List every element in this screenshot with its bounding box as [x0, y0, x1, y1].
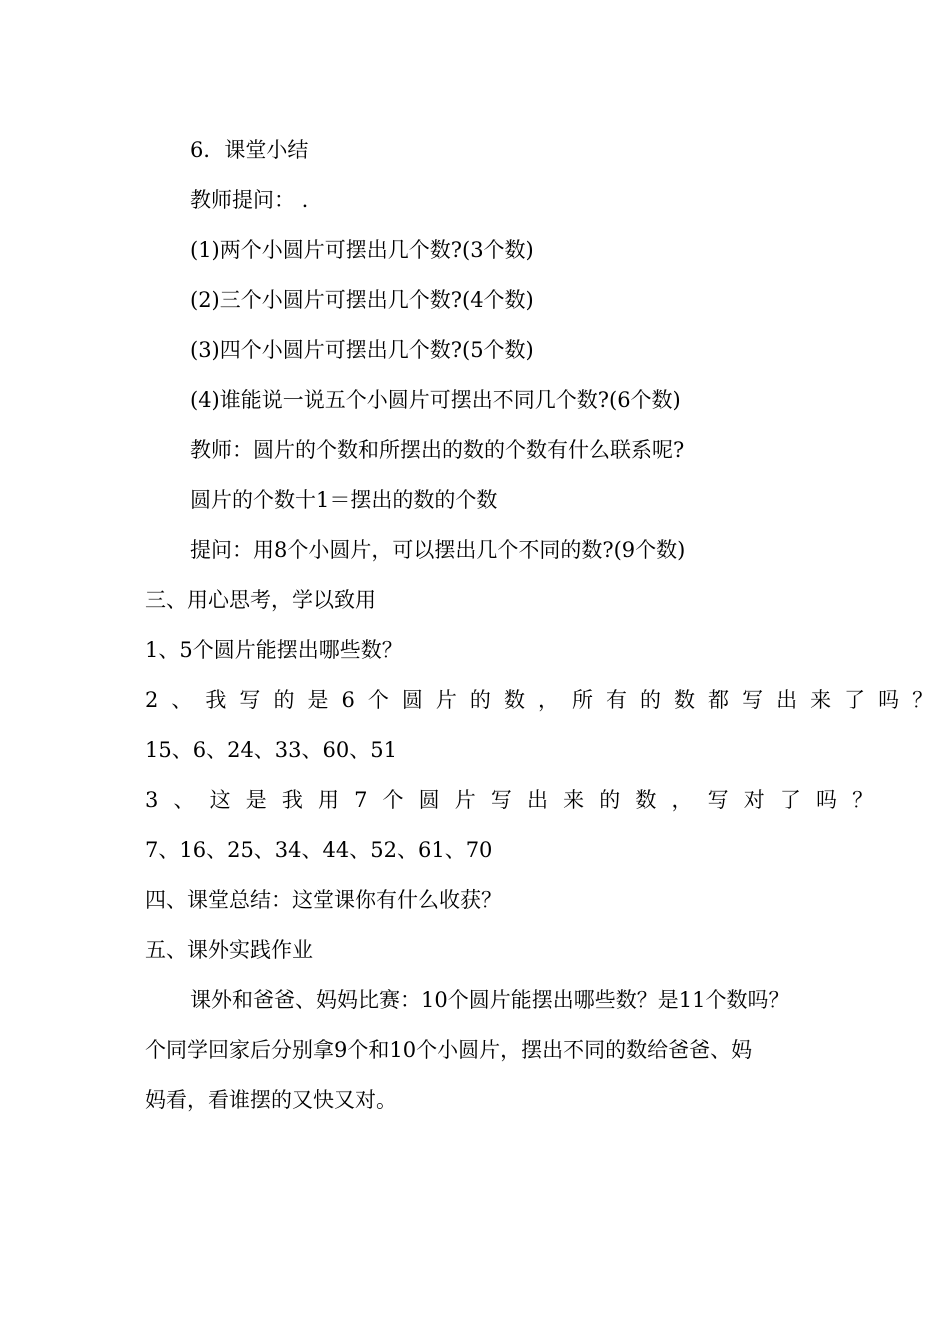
section-heading-summary: 6．课堂小结 [190, 138, 309, 162]
section-heading-three: 三、用心思考，学以致用 [145, 588, 376, 612]
homework-paragraph-line-3: 妈看，看谁摆的又快又对。 [145, 1088, 397, 1112]
question-item-1: (1)两个小圆片可摆出几个数?(3个数) [190, 238, 534, 262]
exercise-2: 2、我写的是6个圆片的数，所有的数都写出来了吗？ [145, 688, 947, 712]
exercise-3: 3、这是我用7个圆片写出来的数，写对了吗？ [145, 788, 889, 812]
homework-paragraph-line-2: 个同学回家后分别拿9个和10个小圆片，摆出不同的数给爸爸、妈 [145, 1038, 753, 1062]
homework-paragraph-line-1: 课外和爸爸、妈妈比赛：10个圆片能摆出哪些数？是11个数吗？ [190, 988, 790, 1012]
follow-up-question: 提问：用8个小圆片，可以摆出几个不同的数?(9个数) [190, 538, 686, 562]
question-item-2: (2)三个小圆片可摆出几个数?(4个数) [190, 288, 534, 312]
section-heading-five: 五、课外实践作业 [145, 938, 313, 962]
section-heading-four: 四、课堂总结：这堂课你有什么收获？ [145, 888, 502, 912]
formula-line: 圆片的个数十1＝摆出的数的个数 [190, 488, 498, 512]
teacher-remark: 教师：圆片的个数和所摆出的数的个数有什么联系呢? [190, 438, 685, 462]
exercise-3-numbers: 7、16、25、34、44、52、61、70 [145, 838, 493, 862]
question-item-3: (3)四个小圆片可摆出几个数?(5个数) [190, 338, 534, 362]
exercise-1: 1、5个圆片能摆出哪些数？ [145, 638, 403, 662]
exercise-2-numbers: 15、6、24、33、60、51 [145, 738, 397, 762]
teacher-question-label: 教师提问： . [190, 188, 309, 212]
question-item-4: (4)谁能说一说五个小圆片可摆出不同几个数?(6个数) [190, 388, 681, 412]
